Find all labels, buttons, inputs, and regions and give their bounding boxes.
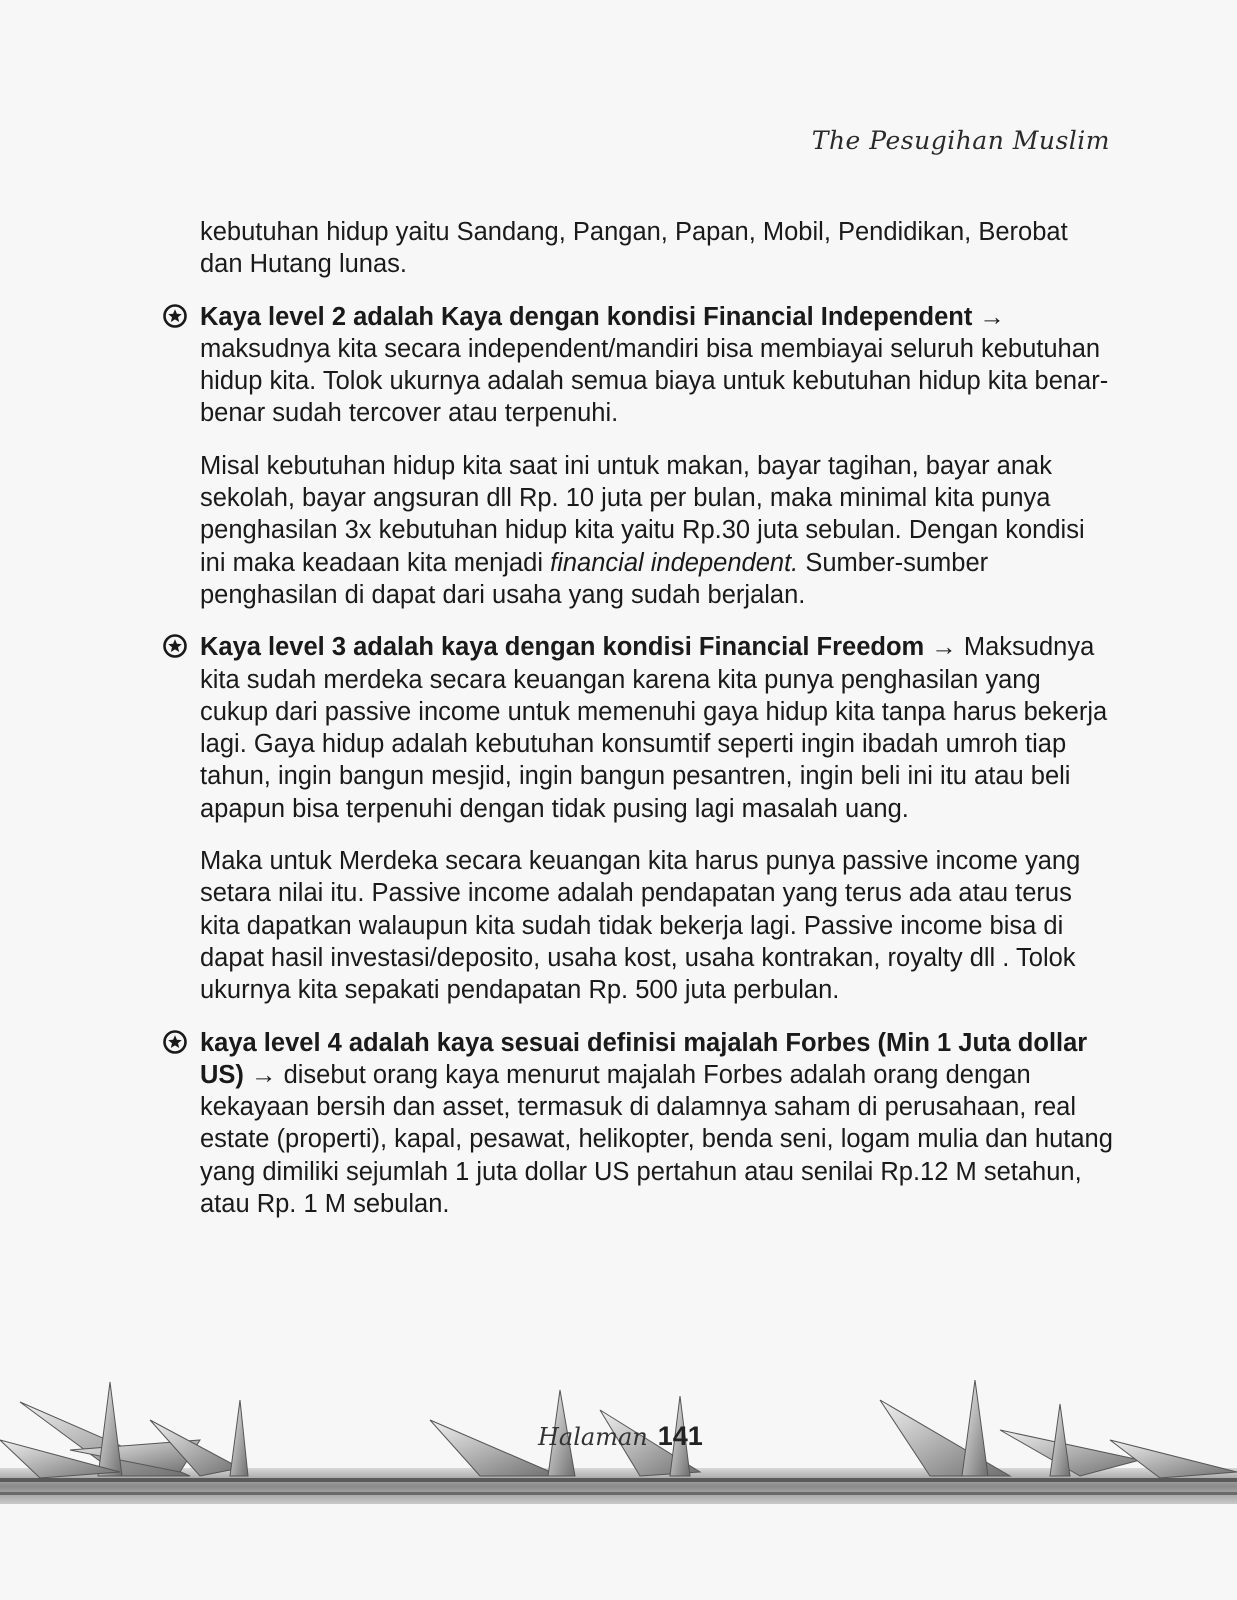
page-number-label [538,1421,703,1452]
level-4-heading: kaya level 4 adalah kaya sesuai definisi majalah Forbes (Min 1 Juta dollar US) → [200,1028,1088,1089]
running-header: The Pesugihan Muslim [811,126,1110,155]
intro-paragraph: kebutuhan hidup yaitu Sandang, Pangan, Papan, Mobil, Pendidikan, Berobat dan Hutang lunas. [200,218,1068,279]
level-2-paragraph [200,301,1115,430]
level-3-heading: Kaya level 3 adalah kaya dengan kondisi Financial Freedom → [200,633,957,662]
level-3-text: Maksudnya kita sudah merdeka secara keuangan karena kita punya penghasilan yang cukup dari passive income untuk memenuhi gaya hidup kita tanpa harus bekerja lagi. Gaya hidup adalah kebutuhan konsumtif seperti ingin ibadah umroh tiap tahun, ingin bangun mesjid, ingin bangun pesantren, ingin beli ini itu atau beli apapun bisa terpenuhi dengan tidak pusing lagi masalah uang. [200,633,1108,823]
level-2-example-start: Misal kebutuhan hidup kita saat ini untuk makan, bayar tagihan, bayar anak sekolah, bayar angsuran dll Rp. 10 juta per bulan, maka minimal kita punya penghasilan 3x kebutuhan hidup kita yaitu Rp.30 juta sebulan. Dengan kondisi ini maka keadaan kita menjadi [200,451,1085,577]
page-word: Halaman [538,1423,648,1451]
level-2-example-end: Sumber-sumber penghasilan di dapat dari usaha yang sudah berjalan. [200,548,989,609]
level-2-heading: Kaya level 2 adalah Kaya dengan kondisi Financial Independent → [200,302,1005,331]
level-2-text: maksudnya kita secara independent/mandiri bisa membiayai seluruh kebutuhan hidup kita. Tolok ukurnya adalah semua biaya untuk kebutuhan hidup kita benar-benar sudah tercover atau terpenuhi. [200,334,1109,428]
level-3-paragraph [200,631,1115,825]
star-bullet-icon [162,303,188,329]
footer-ornament [0,1380,1237,1540]
level-4-item [200,1027,1115,1221]
level-2-item [200,301,1115,430]
page-number: 141 [657,1421,703,1451]
level-3-passive-income-paragraph: Maka untuk Merdeka secara keuangan kita harus punya passive income yang setara nilai itu. Passive income adalah pendapatan yang terus ada atau terus kita dapatkan walaupun kita sudah tidak bekerja lagi. Passive income bisa di dapat hasil investasi/deposito, usaha kost, usaha kontrakan, royalty dll . Tolok ukurnya kita sepakati pendapatan Rp. 500 juta perbulan. [200,847,1081,1005]
page-content [200,216,1115,1220]
right-plant-ornament [880,1380,1237,1478]
star-bullet-icon [162,633,188,659]
level-3-item [200,631,1115,825]
star-bullet-icon [162,1029,188,1055]
left-plant-ornament [0,1382,248,1478]
level-2-example-italic: financial independent. [550,548,799,577]
level-2-example-paragraph [200,450,1115,611]
level-4-text: disebut orang kaya menurut majalah Forbes adalah orang dengan kekayaan bersih dan asset, termasuk di dalamnya saham di perusahaan, real estate (properti), kapal, pesawat, helikopter, benda seni, logam mulia dan hutang yang dimiliki sejumlah 1 juta dollar US pertahun atau senilai Rp.12 M setahun, atau Rp. 1 M sebulan. [200,1060,1113,1219]
level-4-paragraph [200,1027,1115,1221]
